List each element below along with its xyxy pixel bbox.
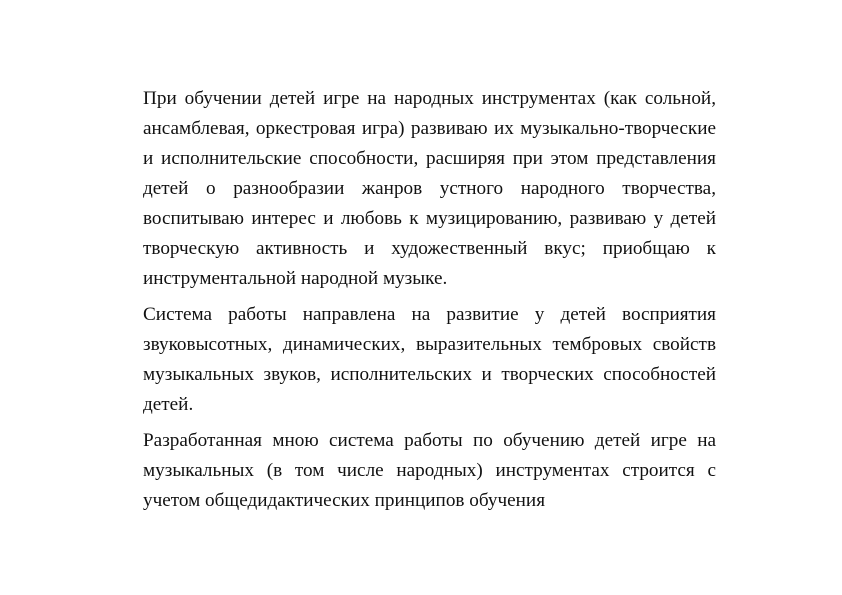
paragraph-3: Разработанная мною система работы по обучению детей игре на музыкальных (в том числе народных) инструментах строится с учетом общедидактических принципов обучения — [143, 430, 716, 511]
paragraph-2: Система работы направлена на развитие у детей восприятия звуковысотных, динамических, выразительных тембровых свойств музыкальных звуков, исполнительских и творческих способностей детей. — [143, 304, 716, 415]
body-text — [143, 84, 716, 522]
paragraph-1: При обучении детей игре на народных инструментах (как сольной, ансамблевая, оркестровая игра) развиваю их музыкально-творческие и исполнительские способности, расширяя при этом представления детей о разнообразии жанров устного народного творчества, воспитываю интерес и любовь к музицированию, развиваю у детей творческую активность и художественный вкус; приобщаю к инструментальной народной музыке. — [143, 88, 716, 289]
